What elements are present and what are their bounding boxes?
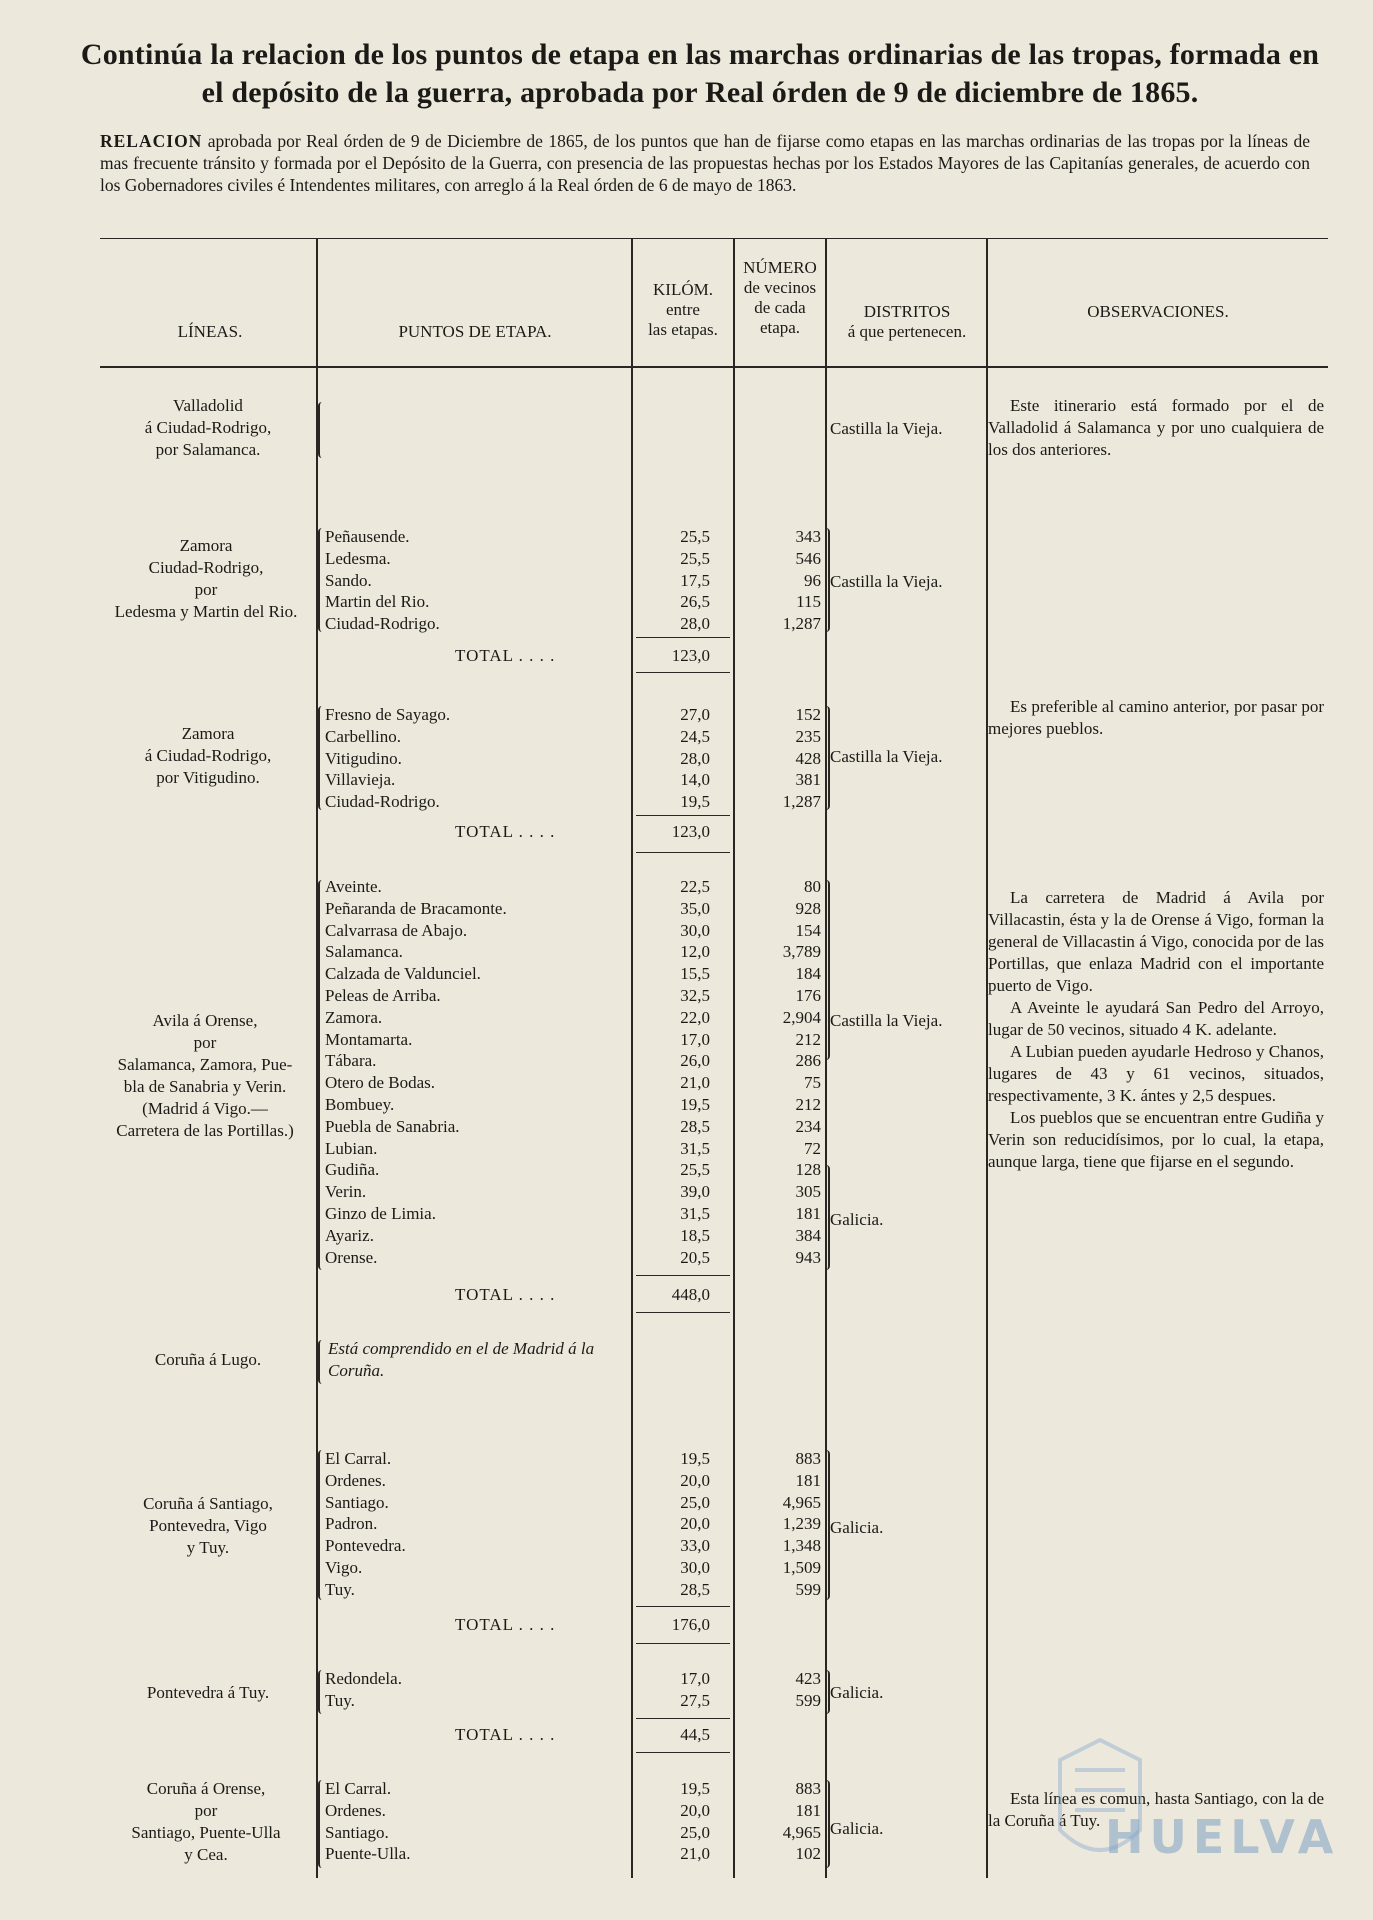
obs-s8-p: Esta línea es comun, hasta Santiago, con la de la Coruña á Tuy. xyxy=(988,1789,1324,1830)
kilometros: 28,0 xyxy=(680,614,710,634)
linea-s1-line: por Salamanca. xyxy=(155,440,261,459)
table-row xyxy=(0,748,1373,770)
total-label-s6: TOTAL . . . . xyxy=(455,1615,556,1634)
punto-de-etapa: Padron. xyxy=(325,1514,378,1534)
kilometros: 17,0 xyxy=(680,1029,710,1049)
punto-de-etapa: Villavieja. xyxy=(325,770,396,790)
punto-de-etapa: Redondela. xyxy=(325,1669,402,1688)
header-vecinos-line1: NÚMERO xyxy=(743,258,817,277)
header-top-rule xyxy=(100,238,1328,239)
brace xyxy=(318,402,326,458)
kilometros: 25,5 xyxy=(680,527,710,546)
vecinos: 154 xyxy=(795,920,821,940)
vecinos: 599 xyxy=(795,1690,821,1710)
punto-de-etapa: Ginzo de Limia. xyxy=(325,1204,436,1223)
table-row xyxy=(0,1492,1373,1514)
total-value-s2: 123,0 xyxy=(671,646,710,665)
total-label-s7: TOTAL . . . . xyxy=(455,1725,556,1744)
kilometros: 25,0 xyxy=(680,1492,710,1512)
vecinos: 152 xyxy=(795,705,821,724)
vecinos: 546 xyxy=(795,548,821,568)
header-kilom xyxy=(633,280,733,340)
vecinos: 212 xyxy=(795,1095,821,1114)
kilometros: 27,0 xyxy=(680,705,710,724)
punto-de-etapa: Tuy. xyxy=(325,1690,355,1710)
table-row xyxy=(0,1579,1373,1601)
punto-de-etapa: Montamarta. xyxy=(325,1029,413,1049)
header-observaciones: OBSERVACIONES. xyxy=(1087,302,1229,321)
note-s5: Está comprendido en el de Madrid á la Coruña. xyxy=(328,1339,595,1380)
vecinos: 4,965 xyxy=(782,1492,821,1512)
obs-s4-p: Los pueblos que se encuentran entre Gudiña y Verin son reducidísimos, por lo cual, la etapa, aunque larga, tiene que fijarse en el segundo. xyxy=(988,1108,1324,1171)
linea-s3-line: á Ciudad-Rodrigo, xyxy=(144,746,272,765)
total-rule-s2 xyxy=(636,637,730,638)
header-distritos xyxy=(827,302,987,342)
linea-s4-line: Carretera de las Portillas.) xyxy=(116,1121,294,1140)
header-bottom-rule xyxy=(100,366,1328,368)
linea-s6-line: Pontevedra, Vigo xyxy=(149,1516,267,1535)
vecinos: 1,287 xyxy=(782,792,821,812)
kilometros: 31,5 xyxy=(680,1138,710,1158)
punto-de-etapa: Sando. xyxy=(325,570,372,590)
punto-de-etapa: Tuy. xyxy=(325,1579,355,1599)
kilometros: 27,5 xyxy=(680,1690,710,1710)
table-row xyxy=(0,1513,1373,1535)
obs-s3 xyxy=(988,696,1324,740)
header-vecinos-line4: etapa. xyxy=(759,318,801,337)
total-under-s3 xyxy=(636,852,730,853)
linea-s8-line: por xyxy=(194,1801,218,1820)
linea-s3-line: por Vitigudino. xyxy=(156,768,260,787)
kilometros: 15,5 xyxy=(680,964,710,984)
kilometros: 39,0 xyxy=(680,1182,710,1202)
table-row xyxy=(0,548,1373,570)
page-title: Continúa la relacion de los puntos de etapa en las marchas ordinarias de las tropas, formada en el depósito de la guerra, aprobada por Real órden de 9 de diciembre de 1865. xyxy=(80,38,1320,109)
linea-s4-line: Avila á Orense, xyxy=(152,1011,258,1030)
kilometros: 21,0 xyxy=(680,1073,710,1093)
kilometros: 22,0 xyxy=(680,1007,710,1027)
header-vecinos-line3: de cada xyxy=(754,298,806,317)
vecinos: 3,789 xyxy=(782,942,821,962)
vecinos: 1,287 xyxy=(782,614,821,634)
distrito-s1: Castilla la Vieja. xyxy=(830,419,943,438)
punto-de-etapa: Verin. xyxy=(325,1182,367,1202)
vecinos: 72 xyxy=(804,1138,821,1158)
obs-s4-p: A Aveinte le ayudará San Pedro del Arroyo, lugar de 50 vecinos, situado 4 K. adelante. xyxy=(988,998,1324,1039)
intro-text: aprobada por Real órden de 9 de Diciembre de 1865, de los puntos que han de fijarse como etapas en las marchas ordinarias de las tropas por la líneas de mas frecuente tránsito y formada por el Depósito de la Guerra, con presencia de las propuestas hechas por los Estados Mayores de las Capitanías generales, de acuerdo con los Gobernadores civiles é Intendentes militares, con arreglo á la Real órden de 6 de mayo de 1863. xyxy=(100,131,1310,195)
punto-de-etapa: Ciudad-Rodrigo. xyxy=(325,614,440,634)
table-row xyxy=(0,526,1373,548)
kilometros: 17,0 xyxy=(680,1669,710,1688)
punto-de-etapa: Bombuey. xyxy=(325,1095,395,1114)
distrito-s3: Castilla la Vieja. xyxy=(830,747,943,766)
vecinos: 4,965 xyxy=(782,1822,821,1842)
vecinos: 181 xyxy=(795,1800,821,1820)
vecinos: 102 xyxy=(795,1844,821,1864)
vecinos: 1,509 xyxy=(782,1558,821,1577)
vecinos: 286 xyxy=(795,1051,821,1071)
header-puntos: PUNTOS DE ETAPA. xyxy=(398,322,552,341)
header-lineas: LÍNEAS. xyxy=(177,322,243,341)
punto-de-etapa: Vigo. xyxy=(325,1558,363,1577)
table-row xyxy=(0,570,1373,592)
obs-s4-p: La carretera de Madrid á Avila por Villacastin, ésta y la de Orense á Vigo, forman la general de Villacastin á Vigo, conocida por de las Portillas, que enlaza Madrid con el importante puerto de Vigo. xyxy=(988,888,1324,995)
linea-s4-line: bla de Sanabria y Verin. xyxy=(123,1077,287,1096)
linea-s1-line: á Ciudad-Rodrigo, xyxy=(144,418,272,437)
punto-de-etapa: Zamora. xyxy=(325,1007,383,1027)
linea-s3-line: Zamora xyxy=(181,724,235,743)
vecinos: 212 xyxy=(795,1029,821,1049)
punto-de-etapa: Aveinte. xyxy=(325,877,382,896)
punto-de-etapa: El Carral. xyxy=(325,1779,392,1798)
total-rule-s7 xyxy=(636,1718,730,1719)
kilometros: 22,5 xyxy=(680,877,710,896)
punto-de-etapa: Ordenes. xyxy=(325,1800,386,1820)
total-under-s6 xyxy=(636,1643,730,1644)
vecinos: 883 xyxy=(795,1779,821,1798)
vecinos: 599 xyxy=(795,1579,821,1599)
punto-de-etapa: Tábara. xyxy=(325,1051,377,1071)
linea-s4-line: (Madrid á Vigo.— xyxy=(142,1099,268,1118)
linea-s2-line: Zamora xyxy=(179,536,233,555)
table-row xyxy=(0,613,1373,635)
vecinos: 428 xyxy=(795,748,821,768)
vecinos: 381 xyxy=(795,770,821,790)
linea-s6-line: y Tuy. xyxy=(186,1538,230,1557)
archive-seal-watermark xyxy=(1040,1720,1340,1890)
vecinos: 423 xyxy=(795,1669,821,1688)
brace xyxy=(318,1340,326,1384)
kilometros: 20,5 xyxy=(680,1247,710,1267)
linea-s8-line: y Cea. xyxy=(184,1845,228,1864)
punto-de-etapa: Gudiña. xyxy=(325,1160,380,1180)
total-rule-s6 xyxy=(636,1606,730,1607)
kilometros: 12,0 xyxy=(680,942,710,962)
obs-s1-p: Este itinerario está formado por el de Valladolid á Salamanca y por uno cualquiera de los dos anteriores. xyxy=(988,396,1324,459)
punto-de-etapa: Ordenes. xyxy=(325,1470,386,1490)
punto-de-etapa: Carbellino. xyxy=(325,726,402,746)
kilometros: 33,0 xyxy=(680,1536,710,1556)
kilometros: 21,0 xyxy=(680,1844,710,1864)
kilometros: 19,5 xyxy=(680,1095,710,1114)
total-label-s3: TOTAL . . . . xyxy=(455,822,556,841)
total-under-s7 xyxy=(636,1752,730,1753)
kilometros: 25,5 xyxy=(680,548,710,568)
distrito-s8: Galicia. xyxy=(830,1819,884,1838)
linea-s5-line: Coruña á Lugo. xyxy=(154,1350,262,1369)
vecinos: 928 xyxy=(795,898,821,918)
vecinos: 234 xyxy=(795,1116,821,1136)
total-rule-s3 xyxy=(636,815,730,816)
punto-de-etapa: Vitigudino. xyxy=(325,748,402,768)
punto-de-etapa: Ciudad-Rodrigo. xyxy=(325,792,440,812)
table-row xyxy=(0,1203,1373,1225)
header-vecinos-line2: de vecinos xyxy=(743,278,817,297)
table-row xyxy=(0,1181,1373,1203)
header-distritos-line2: á que pertenecen. xyxy=(847,322,967,341)
table-row xyxy=(0,1247,1373,1269)
punto-de-etapa: Fresno de Sayago. xyxy=(325,705,451,724)
table-row xyxy=(0,791,1373,813)
total-value-s6: 176,0 xyxy=(671,1615,710,1634)
vecinos: 1,348 xyxy=(782,1536,821,1556)
vecinos: 184 xyxy=(795,964,821,984)
punto-de-etapa: Calvarrasa de Abajo. xyxy=(325,920,468,940)
punto-de-etapa: Peñaranda de Bracamonte. xyxy=(325,898,507,918)
kilometros: 19,5 xyxy=(680,1779,710,1798)
header-kilom-line2: entre xyxy=(666,300,700,319)
kilometros: 24,5 xyxy=(680,726,710,746)
table-row xyxy=(0,1225,1373,1247)
kilometros: 28,5 xyxy=(680,1116,710,1136)
kilometros: 26,5 xyxy=(680,592,710,612)
punto-de-etapa: Orense. xyxy=(325,1247,378,1267)
kilometros: 31,5 xyxy=(680,1204,710,1223)
vecinos: 1,239 xyxy=(782,1514,821,1534)
linea-s2-line: Ledesma y Martin del Rio. xyxy=(114,602,298,621)
punto-de-etapa: Puebla de Sanabria. xyxy=(325,1116,460,1136)
kilometros: 28,5 xyxy=(680,1579,710,1599)
vecinos: 305 xyxy=(795,1182,821,1202)
obs-s3-p: Es preferible al camino anterior, por pasar por mejores pueblos. xyxy=(988,697,1324,738)
vecinos: 883 xyxy=(795,1449,821,1468)
total-label-s4: TOTAL . . . . xyxy=(455,1285,556,1304)
kilometros: 20,0 xyxy=(680,1470,710,1490)
vecinos: 181 xyxy=(795,1204,821,1223)
obs-s4 xyxy=(988,887,1324,1173)
kilometros: 20,0 xyxy=(680,1514,710,1534)
linea-s6-line: Coruña á Santiago, xyxy=(143,1494,273,1513)
kilometros: 32,5 xyxy=(680,986,710,1005)
vecinos: 384 xyxy=(795,1225,821,1245)
kilometros: 35,0 xyxy=(680,898,710,918)
watermark-text: HUELVA xyxy=(1105,1810,1340,1864)
punto-de-etapa: Otero de Bodas. xyxy=(325,1073,436,1093)
kilometros: 30,0 xyxy=(680,1558,710,1577)
distrito-s7: Galicia. xyxy=(830,1683,884,1702)
total-value-s4: 448,0 xyxy=(671,1285,710,1304)
distrito-s6: Galicia. xyxy=(830,1518,884,1537)
total-label-s2: TOTAL . . . . xyxy=(455,646,556,665)
punto-de-etapa: Puente-Ulla. xyxy=(325,1844,411,1864)
intro-paragraph xyxy=(100,130,1310,196)
punto-de-etapa: Calzada de Valdunciel. xyxy=(325,964,481,984)
table-row xyxy=(0,769,1373,791)
linea-s2-line: Ciudad-Rodrigo, xyxy=(148,558,264,577)
vecinos: 96 xyxy=(804,570,821,590)
linea-s1-line: Valladolid xyxy=(173,396,243,415)
punto-de-etapa: Peñausende. xyxy=(325,527,410,546)
kilometros: 26,0 xyxy=(680,1051,710,1071)
kilometros: 25,0 xyxy=(680,1822,710,1842)
linea-s1 xyxy=(100,395,316,461)
distrito-s2: Castilla la Vieja. xyxy=(830,572,943,591)
vecinos: 235 xyxy=(795,726,821,746)
vecinos: 943 xyxy=(795,1247,821,1267)
punto-de-etapa: Santiago. xyxy=(325,1822,389,1842)
kilometros: 30,0 xyxy=(680,920,710,940)
obs-s1 xyxy=(988,395,1324,461)
linea-s8-line: Santiago, Puente-Ulla xyxy=(131,1823,281,1842)
vecinos: 2,904 xyxy=(782,1007,821,1027)
table-row xyxy=(0,1448,1373,1470)
total-under-s4 xyxy=(636,1312,730,1313)
table-row xyxy=(0,1690,1373,1712)
kilometros: 18,5 xyxy=(680,1225,710,1245)
distrito-s4-galicia: Galicia. xyxy=(830,1210,884,1229)
punto-de-etapa: Lubian. xyxy=(325,1138,378,1158)
table-row xyxy=(0,591,1373,613)
total-under-s2 xyxy=(636,672,730,673)
table-row xyxy=(0,1668,1373,1690)
linea-s2-line: por xyxy=(194,580,218,599)
vecinos: 176 xyxy=(795,986,821,1005)
table-row xyxy=(0,1557,1373,1579)
punto-de-etapa: Pontevedra. xyxy=(325,1536,406,1556)
header-vecinos xyxy=(735,258,825,338)
total-rule-s4 xyxy=(636,1275,730,1276)
table-row xyxy=(0,1470,1373,1492)
vecinos: 115 xyxy=(796,592,821,612)
intro-lead: RELACION xyxy=(100,131,203,151)
vecinos: 80 xyxy=(804,877,821,896)
header-kilom-line3: las etapas. xyxy=(648,320,718,339)
kilometros: 19,5 xyxy=(680,792,710,812)
kilometros: 14,0 xyxy=(680,770,710,790)
kilometros: 20,0 xyxy=(680,1800,710,1820)
vecinos: 181 xyxy=(795,1470,821,1490)
linea-s4-line: por xyxy=(193,1033,217,1052)
punto-de-etapa: Peleas de Arriba. xyxy=(325,986,441,1005)
vecinos: 75 xyxy=(804,1073,821,1093)
vecinos: 343 xyxy=(795,527,821,546)
punto-de-etapa: Ayariz. xyxy=(325,1225,374,1245)
kilometros: 25,5 xyxy=(680,1160,710,1180)
linea-s4-line: Salamanca, Zamora, Pue- xyxy=(117,1055,293,1074)
kilometros: 17,5 xyxy=(680,570,710,590)
punto-de-etapa: Santiago. xyxy=(325,1492,389,1512)
total-value-s7: 44,5 xyxy=(680,1725,710,1744)
punto-de-etapa: Ledesma. xyxy=(325,548,391,568)
vecinos: 128 xyxy=(795,1160,821,1180)
punto-de-etapa: El Carral. xyxy=(325,1449,392,1468)
punto-de-etapa: Martin del Rio. xyxy=(325,592,430,612)
total-value-s3: 123,0 xyxy=(671,822,710,841)
distrito-s4: Castilla la Vieja. xyxy=(830,1011,943,1030)
kilometros: 19,5 xyxy=(680,1449,710,1468)
header-kilom-line1: KILÓM. xyxy=(653,280,713,299)
linea-s8-line: Coruña á Orense, xyxy=(146,1779,266,1798)
kilometros: 28,0 xyxy=(680,748,710,768)
header-distritos-line1: DISTRITOS xyxy=(863,302,951,321)
linea-s5 xyxy=(100,1349,316,1371)
linea-s7-line: Pontevedra á Tuy. xyxy=(146,1683,270,1702)
punto-de-etapa: Salamanca. xyxy=(325,942,403,962)
table-row xyxy=(0,1535,1373,1557)
obs-s4-p: A Lubian pueden ayudarle Hedroso y Chanos, lugares de 43 y 61 vecinos, situados, respectivamente, 3 K. ántes y 2,5 despues. xyxy=(988,1042,1324,1105)
